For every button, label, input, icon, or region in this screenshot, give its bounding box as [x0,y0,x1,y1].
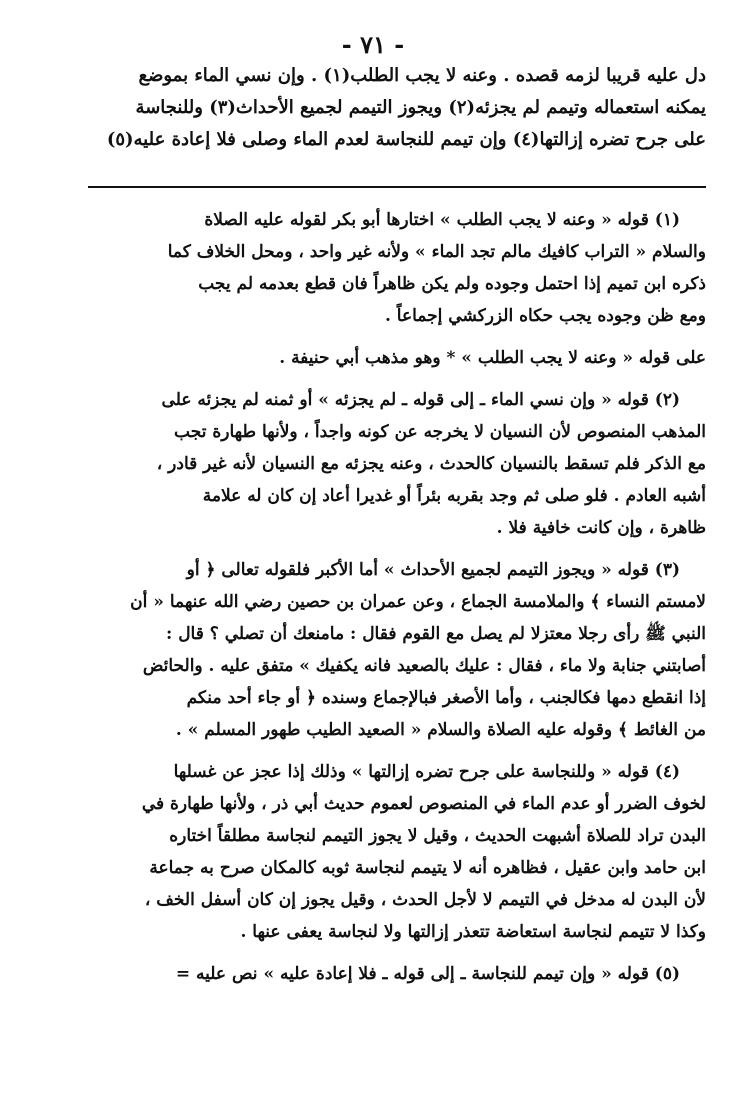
main-text-line: على جرح تضره إزالتها(٤) وإن تيمم للنجاسة لعدم الماء وصلى فلا إعادة عليه(٥) [106,129,706,150]
footnote-line: إذا انقطع دمها فكالجنب ، وأما الأصغر فبالإجماع وسنده ﴿ أو جاء أحد منكم [186,688,706,708]
footnote-1-addendum [88,342,706,374]
page-number: - ٧١ - [341,30,405,59]
footnote-line: أشبه العادم . فلو صلى ثم وجد بقربه بئراً أو غديرا أعاد إن كان له علامة [202,486,706,506]
footnote-line: من الغائط ﴾ وقوله عليه الصلاة والسلام « الصعيد الطيب طهور المسلم » . [175,720,706,740]
footnote-line: (٢) قوله « وإن نسي الماء ـ إلى قوله ـ لم يجزئه » أو ثمنه لم يجزئه على [161,390,680,410]
footnote-line: ظاهرة ، وإن كانت خافية فلا . [496,518,706,538]
footnote-line: وكذا لا تتيمم لنجاسة استعاضة تتعذر إزالتها ولا لنجاسة يعفى عنها . [240,922,706,942]
footnote-line: ابن حامد وابن عقيل ، فظاهره أنه لا يتيمم لنجاسة ثوبه كالمكان صرح به جماعة [149,858,706,878]
footnote-divider [88,186,706,188]
footnote-line: المذهب المنصوص لأن النسيان لا يخرجه عن كونه واجداً ، ولأنها طهارة تجب [174,422,706,442]
footnote-line: مع الذكر فلم تسقط بالنسيان كالحدث ، وعنه يجزئه مع النسيان لأنه غير قادر ، [156,454,706,474]
footnote-3 [88,554,706,746]
footnote-line: (٥) قوله « وإن تيمم للنجاسة ـ إلى قوله ـ فلا إعادة عليه » نص عليه = [175,964,680,984]
footnotes [88,204,706,1000]
footnote-line: أصابتني جنابة ولا ماء ، فقال : عليك بالصعيد فانه يكفيك » متفق عليه . والحائض [142,656,706,676]
footnote-line: (١) قوله « وعنه لا يجب الطلب » اختارها أبو بكر لقوله عليه الصلاة [204,210,680,230]
main-text-line: يمكنه استعماله وتيمم لم يجزئه(٢) ويجوز التيمم لجميع الأحداث(٣) وللنجاسة [135,97,706,118]
main-text-line: دل عليه قريبا لزمه قصده . وعنه لا يجب الطلب(١) . وإن نسي الماء بموضع [138,65,706,86]
footnote-line: ذكره ابن تميم إذا احتمل وجوده ولم يكن ظاهراً فان قطع بعدمه لم يجب [198,274,706,294]
footnote-5 [88,958,706,990]
footnote-2 [88,384,706,544]
footnote-1 [88,204,706,332]
footnote-line: البدن تراد للصلاة أشبهت الحديث ، وقيل لا يجوز التيمم لنجاسة مطلقاً اختاره [169,826,706,846]
footnote-line: (٤) قوله « وللنجاسة على جرح تضره إزالتها » وذلك إذا عجز عن غسلها [173,762,680,782]
footnote-line: ومع ظن وجوده يجب حكاه الزركشي إجماعاً . [384,306,706,326]
footnote-line: لامستم النساء ﴾ والملامسة الجماع ، وعن عمران بن حصين رضي الله عنهما « أن [130,592,706,612]
footnote-line: على قوله « وعنه لا يجب الطلب » * وهو مذهب أبي حنيفة . [279,348,706,368]
footnote-line: النبي ﷺ رأى رجلا معتزلا لم يصل مع القوم فقال : مامنعك أن تصلي ؟ قال : [166,624,706,644]
footnote-line: لخوف الضرر أو عدم الماء في المنصوص لعموم حديث أبي ذر ، ولأنها طهارة في [141,794,706,814]
footnote-line: لأن البدن له مدخل في التيمم لا لأجل الحدث ، وقيل يجوز إن كان أسفل الخف ، [144,890,706,910]
footnote-4 [88,756,706,948]
main-text [88,60,706,156]
footnote-line: والسلام « التراب كافيك مالم تجد الماء » ولأنه غير واحد ، ومحل الخلاف كما [167,242,706,262]
footnote-line: (٣) قوله « ويجوز التيمم لجميع الأحداث » أما الأكبر فلقوله تعالى ﴿ أو [186,560,680,580]
